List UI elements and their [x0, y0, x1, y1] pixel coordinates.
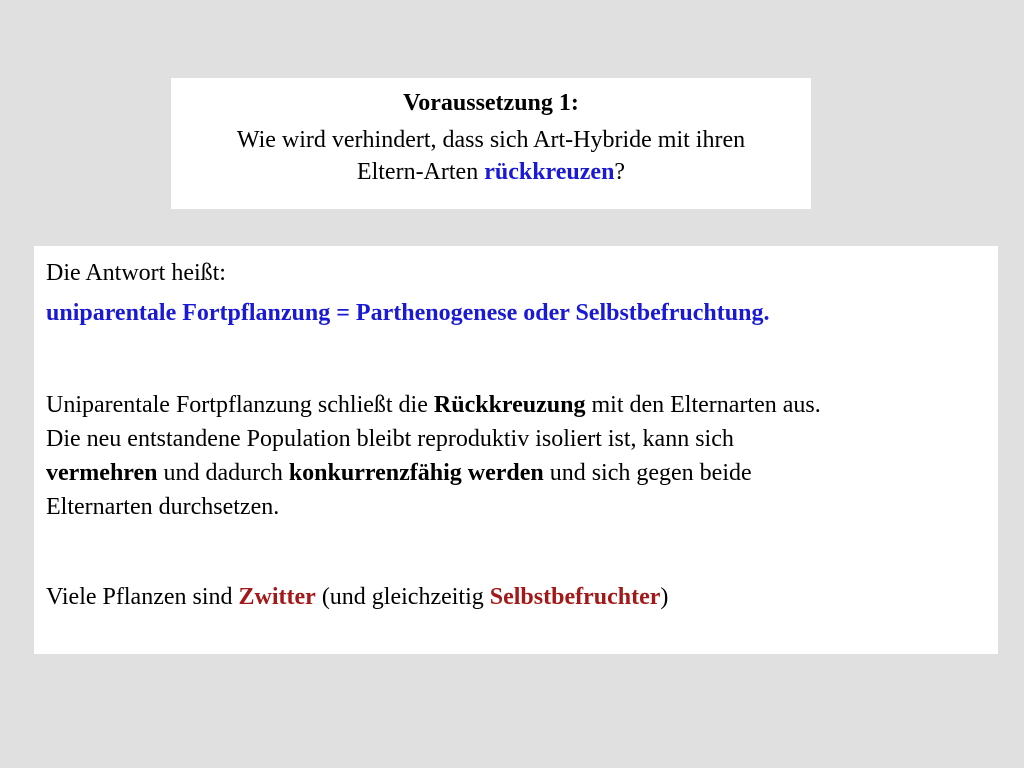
last-red-selbstbefruchter: Selbstbefruchter	[489, 584, 661, 610]
answer-definition: uniparentale Fortpflanzung = Parthenogenese oder Selbstbefruchtung.	[46, 300, 770, 326]
question-line1: Wie wird verhindert, dass sich Art-Hybride mit ihren	[236, 127, 746, 153]
question-line2-prefix: Eltern-Arten	[356, 159, 485, 185]
para-s3-bold1: vermehren	[46, 460, 158, 486]
para-s1-post: mit den Elternarten aus.	[585, 392, 821, 418]
answer-last-line	[46, 580, 986, 614]
question-highlight-rueckkreuzen: rückkreuzen	[484, 159, 615, 185]
para-s2: Die neu entstandene Population bleibt reproduktiv isoliert ist, kann sich	[46, 426, 734, 452]
last-post: )	[660, 584, 669, 610]
question-line2-suffix: ?	[614, 159, 626, 185]
last-red-zwitter: Zwitter	[238, 584, 316, 610]
para-s1-pre: Uniparentale Fortpflanzung schließt die	[46, 392, 434, 418]
last-pre: Viele Pflanzen sind	[46, 584, 239, 610]
last-mid: (und gleichzeitig	[315, 584, 490, 610]
answer-paragraph	[46, 388, 986, 524]
para-s3-mid: und dadurch	[157, 460, 289, 486]
para-s3-bold2: konkurrenzfähig werden	[288, 460, 544, 486]
question-heading: Voraussetzung 1:	[403, 90, 579, 116]
para-s3-post: und sich gegen beide	[543, 460, 752, 486]
answer-intro: Die Antwort heißt:	[46, 260, 226, 286]
question-box	[171, 78, 811, 209]
question-text	[171, 124, 811, 188]
para-s1-bold: Rückkreuzung	[433, 392, 586, 418]
para-s4: Elternarten durchsetzen.	[46, 494, 280, 520]
answer-box	[34, 246, 998, 654]
